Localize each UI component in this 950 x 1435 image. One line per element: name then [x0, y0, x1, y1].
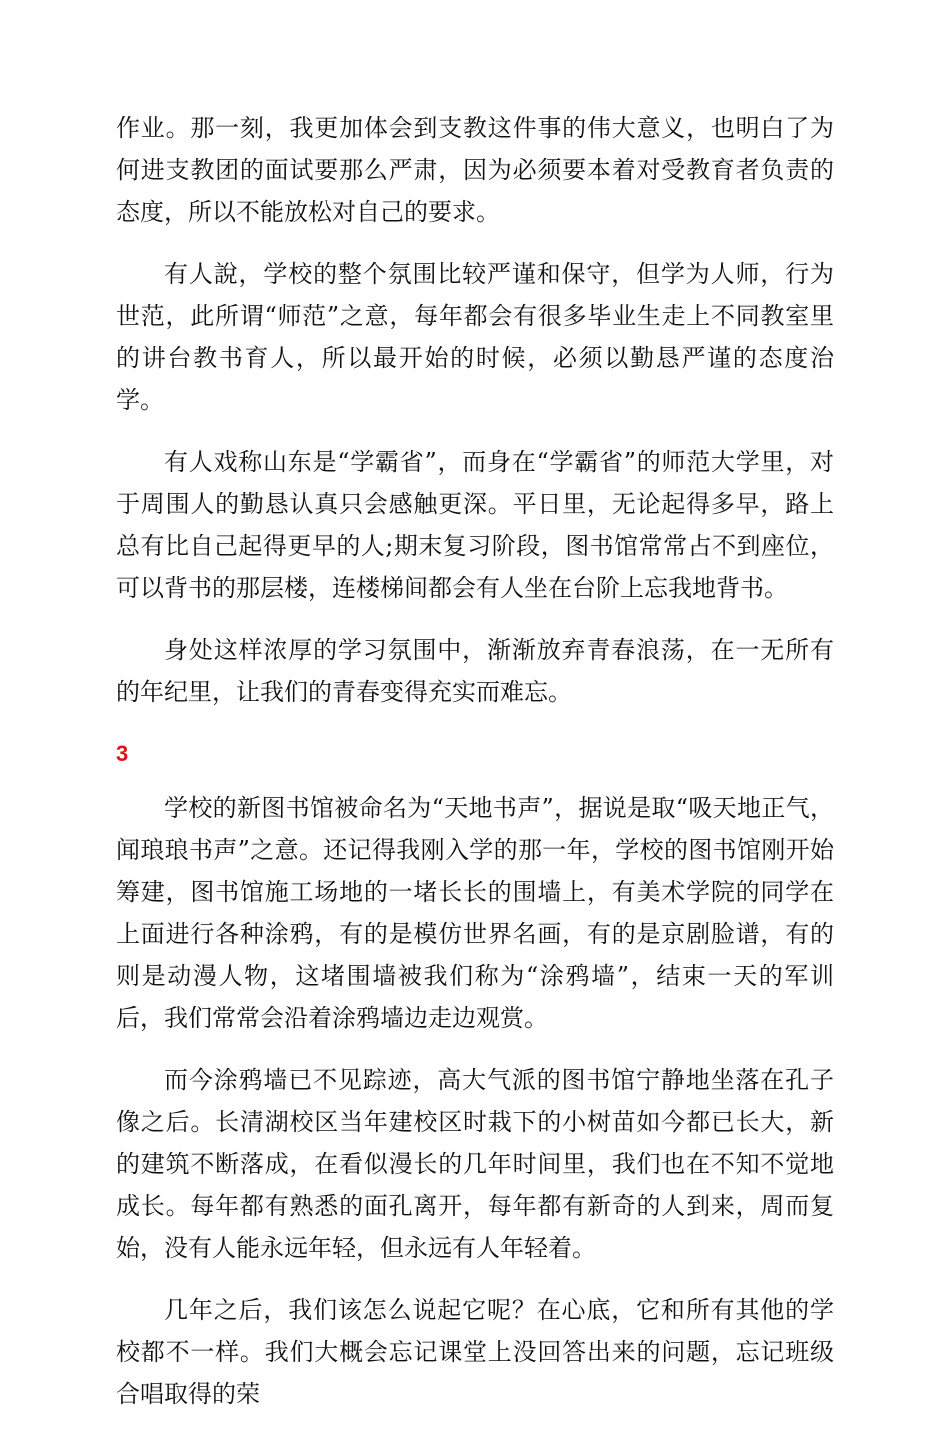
paragraph-continued: 作业。那一刻，我更加体会到支教这件事的伟大意义，也明白了为何进支教团的面试要那么严肃，因为必须要本着对受教育者负责的态度，所以不能放松对自己的要求。 [116, 114, 834, 226]
paragraph: 学校的新图书馆被命名为“天地书声”，据说是取“吸天地正气，闻琅琅书声”之意。还记得我刚入学的那一年，学校的图书馆刚开始筹建，图书馆施工场地的一堵长长的围墙上，有美术学院的同学在上面进行各种涂鸦，有的是模仿世界名画，有的是京剧脸谱，有的则是动漫人物，这堵围墙被我们称为“涂鸦墙”，结束一天的军训后，我们常常会沿着涂鸦墙边走边观赏。 [116, 794, 834, 1032]
paragraph: 有人戏称山东是“学霸省”，而身在“学霸省”的师范大学里，对于周围人的勤恳认真只会感触更深。平日里，无论起得多早，路上总有比自己起得更早的人;期末复习阶段，图书馆常常占不到座位，可以背书的那层楼，连楼梯间都会有人坐在台阶上忘我地背书。 [116, 448, 834, 602]
paragraph-truncated: 几年之后，我们该怎么说起它呢？在心底，它和所有其他的学校都不一样。我们大概会忘记课堂上没回答出来的问题，忘记班级合唱取得的荣 [116, 1296, 834, 1408]
section-number: 3 [116, 741, 129, 766]
paragraph: 身处这样浓厚的学习氛围中，渐渐放弃青春浪荡，在一无所有的年纪里，让我们的青春变得充实而难忘。 [116, 636, 834, 706]
paragraph: 有人說，学校的整个氛围比较严谨和保守，但学为人师，行为世范，此所谓“师范”之意，每年都会有很多毕业生走上不同教室里的讲台教书育人，所以最开始的时候，必须以勤恳严谨的态度治学。 [116, 260, 834, 414]
paragraph: 而今涂鸦墙已不见踪迹，高大气派的图书馆宁静地坐落在孔子像之后。长清湖校区当年建校区时栽下的小树苗如今都已长大，新的建筑不断落成，在看似漫长的几年时间里，我们也在不知不觉地成长。每年都有熟悉的面孔离开，每年都有新奇的人到来，周而复始，没有人能永远年轻，但永远有人年轻着。 [116, 1066, 834, 1262]
document-body [116, 107, 834, 1435]
